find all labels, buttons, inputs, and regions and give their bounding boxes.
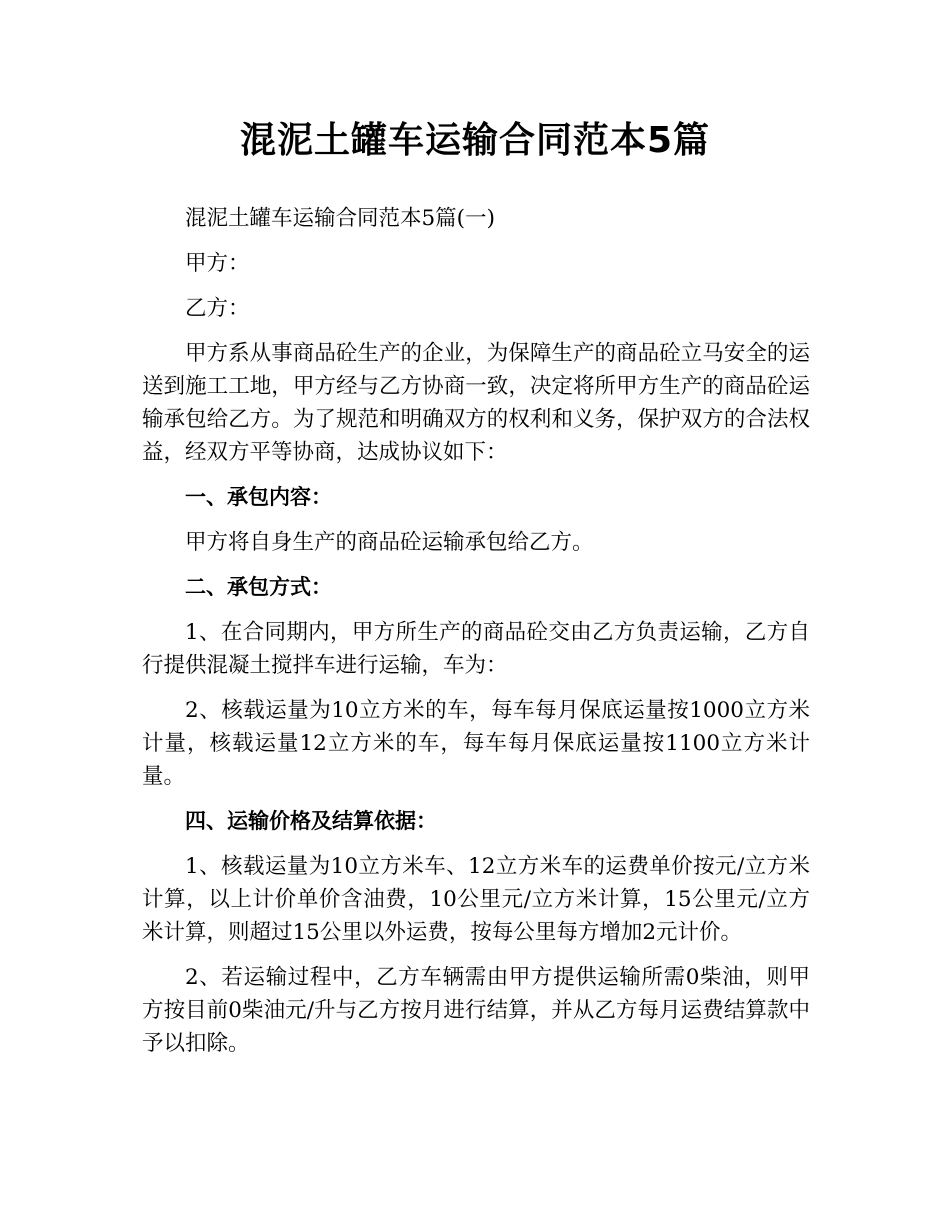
paragraph-content: 甲方将自身生产的商品砼运输承包给乙方。 [185, 530, 594, 555]
section-heading-1: 一、承包内容： [185, 485, 332, 509]
document-body [142, 202, 810, 1072]
paragraph-preamble: 甲方系从事商品砼生产的企业，为保障生产的商品砼立马安全的运送到施工工地，甲方经与乙方协商一致，决定将所甲方生产的商品砼运输承包给乙方。为了规范和明确双方的权利和义务，保护双方的合法权益，经双方平等协商，达成协议如下： [142, 341, 810, 465]
section-heading-4: 四、运输价格及结算依据： [185, 809, 437, 833]
section-heading-2: 二、承包方式： [185, 575, 332, 599]
paragraph-method-1: 1、在合同期内，甲方所生产的商品砼交由乙方负责运输，乙方自行提供混凝土搅拌车进行运输，车为： [142, 620, 810, 678]
paragraph-subtitle: 混泥土罐车运输合同范本5篇(一) [185, 206, 495, 231]
paragraph-party-a: 甲方： [185, 251, 250, 276]
paragraph-party-b: 乙方： [185, 296, 250, 321]
paragraph-price-1: 1、核载运量为10立方米车、12立方米车的运费单价按元/立方米计算，以上计价单价含油费，10公里元/立方米计算，15公里元/立方米计算，则超过15公里以外运费，按每公里每方增加2元计价。 [142, 854, 810, 945]
paragraph-price-2: 2、若运输过程中，乙方车辆需由甲方提供运输所需0柴油，则甲方按目前0柴油元/升与乙方按月进行结算，并从乙方每月运费结算款中予以扣除。 [142, 965, 810, 1056]
document-title: 混泥土罐车运输合同范本5篇 [239, 120, 711, 161]
paragraph-method-2: 2、核载运量为10立方米的车，每车每月保底运量按1000立方米计量，核载运量12立方米的车，每车每月保底运量按1100立方米计量。 [142, 698, 810, 789]
